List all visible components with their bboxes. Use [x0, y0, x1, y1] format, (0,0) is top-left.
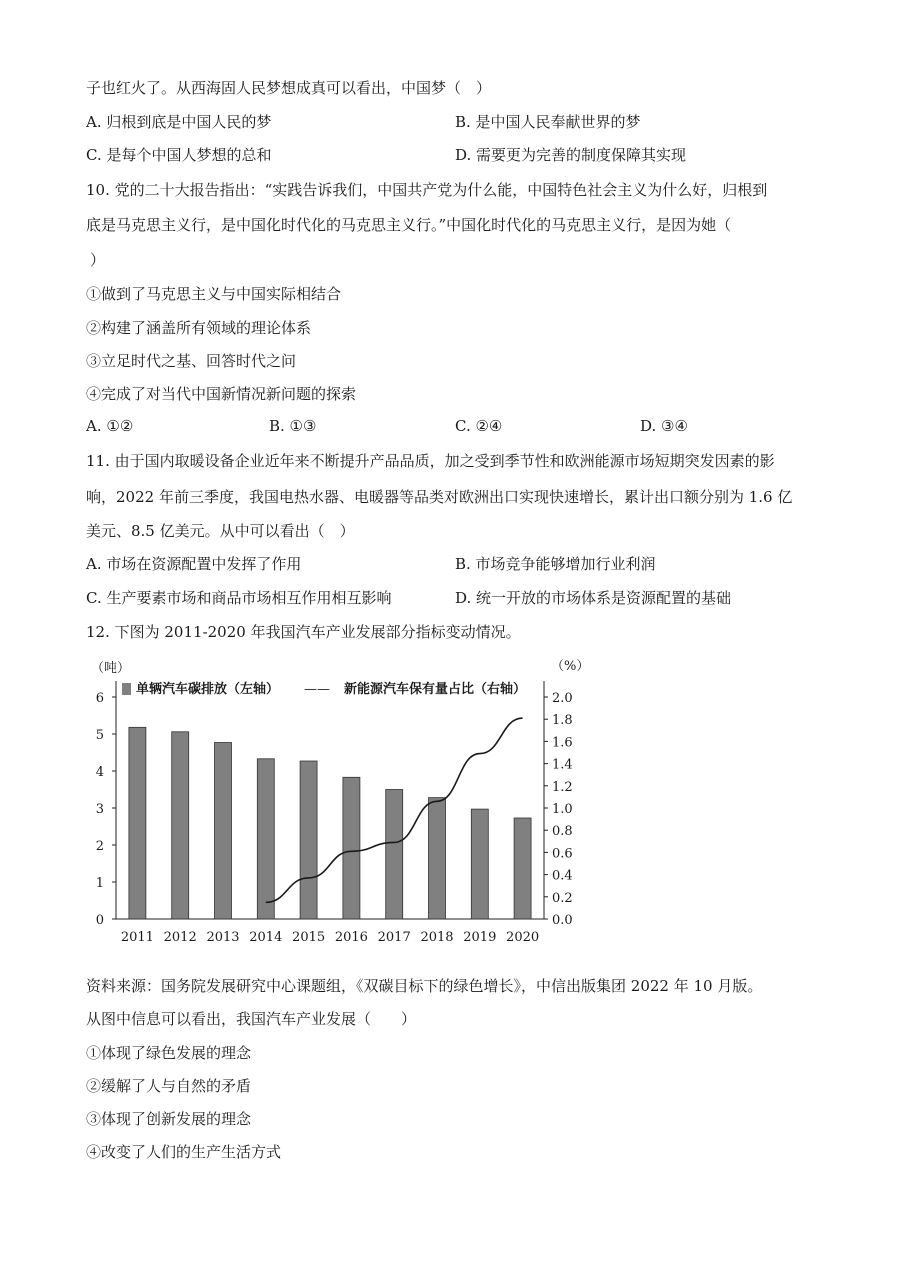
- right-tick-label: 0.6: [552, 846, 573, 862]
- right-tick-label: 0.0: [552, 913, 573, 928]
- q9-option-a[interactable]: A. 归根到底是中国人民的梦: [86, 113, 272, 131]
- q12-item-1: ①体现了绿色发展的理念: [86, 1044, 252, 1062]
- q11-option-d[interactable]: D. 统一开放的市场体系是资源配置的基础: [455, 589, 732, 607]
- bar-2014: [257, 759, 274, 919]
- right-tick-label: 0.8: [552, 824, 573, 840]
- q9-option-c[interactable]: C. 是每个中国人梦想的总和: [86, 146, 272, 164]
- right-tick-label: 0.2: [552, 890, 573, 906]
- left-tick-label: 3: [95, 802, 104, 817]
- legend-line-symbol: ——: [304, 682, 330, 697]
- x-tick-label: 2015: [292, 930, 326, 945]
- x-tick-label: 2011: [120, 930, 154, 945]
- q9-stem-tail: 子也红火了。从西海固人民梦想成真可以看出，中国梦（ ）: [86, 79, 492, 97]
- right-tick-label: 1.0: [552, 802, 573, 817]
- q11-option-b[interactable]: B. 市场竞争能够增加行业利润: [455, 555, 656, 573]
- right-tick-label: 0.4: [552, 868, 573, 884]
- bar-2013: [215, 743, 232, 919]
- left-axis-unit: （吨）: [91, 661, 131, 676]
- bar-2016: [343, 777, 360, 919]
- q10-item-1: ①做到了马克思主义与中国实际相结合: [86, 285, 342, 303]
- bar-2020: [514, 818, 531, 919]
- legend-bar-swatch: [122, 683, 131, 695]
- q9-option-b[interactable]: B. 是中国人民奉献世界的梦: [455, 113, 641, 131]
- right-tick-label: 2.0: [552, 691, 573, 706]
- x-tick-label: 2014: [249, 930, 283, 945]
- q10-item-3: ③立足时代之基、回答时代之问: [86, 352, 297, 370]
- left-tick-label: 0: [95, 913, 104, 928]
- q10-option-d[interactable]: D. ③④: [640, 417, 688, 435]
- x-tick-label: 2016: [334, 930, 368, 945]
- q12-source: 资料来源：国务院发展研究中心课题组，《双碳目标下的绿色增长》，中信出版集团 2022 年 10 月版。: [86, 977, 763, 995]
- q12-stem: 12. 下图为 2011-2020 年我国汽车产业发展部分指标变动情况。: [86, 623, 521, 641]
- bar-2012: [172, 732, 189, 919]
- x-tick-label: 2017: [377, 930, 411, 945]
- q10-option-a[interactable]: A. ①②: [86, 417, 134, 435]
- chart-legend: [122, 681, 526, 697]
- left-tick-label: 4: [95, 765, 104, 780]
- bar-2017: [386, 790, 403, 920]
- q10-stem-line-1: 10. 党的二十大报告指出：“实践告诉我们，中国共产党为什么能，中国特色社会主义为什么好，归根到: [86, 181, 768, 199]
- q10-stem-line-3: ）: [90, 251, 106, 269]
- left-tick-label: 1: [95, 876, 104, 891]
- q12-item-3: ③体现了创新发展的理念: [86, 1110, 252, 1128]
- plot-area: [96, 681, 573, 945]
- q10-item-4: ④完成了对当代中国新情况新问题的探索: [86, 385, 357, 403]
- right-tick-label: 1.4: [552, 757, 573, 773]
- emissions-chart: [86, 652, 606, 948]
- q10-option-c[interactable]: C. ②④: [455, 417, 503, 435]
- x-tick-label: 2019: [463, 930, 497, 945]
- q12-item-4: ④改变了人们的生产生活方式: [86, 1143, 282, 1161]
- x-tick-label: 2020: [506, 930, 540, 945]
- q11-stem-line-2: 响，2022 年前三季度，我国电热水器、电暖器等品类对欧洲出口实现快速增长，累计出口额分别为 1.6 亿: [86, 488, 793, 506]
- q10-item-2: ②构建了涵盖所有领域的理论体系: [86, 319, 312, 337]
- q12-question: 从图中信息可以看出，我国汽车产业发展（ ）: [86, 1010, 417, 1028]
- q11-option-c[interactable]: C. 生产要素市场和商品市场相互作用相互影响: [86, 589, 392, 607]
- legend-bar-label: 单辆汽车碳排放（左轴）: [136, 682, 280, 697]
- q10-stem-line-2: 底是马克思主义行，是中国化时代化的马克思主义行。”中国化时代化的马克思主义行，是因为她（: [86, 216, 732, 234]
- bar-2015: [300, 761, 317, 919]
- q11-stem-line-3: 美元、8.5 亿美元。从中可以看出（ ）: [86, 522, 355, 540]
- left-tick-label: 2: [95, 839, 104, 854]
- legend-line-label: 新能源汽车保有量占比（右轴）: [344, 682, 527, 697]
- right-axis-unit: （%）: [551, 659, 590, 674]
- left-tick-label: 5: [95, 728, 104, 743]
- x-tick-label: 2012: [163, 930, 197, 945]
- q10-option-b[interactable]: B. ①③: [269, 417, 317, 435]
- x-tick-label: 2013: [206, 930, 240, 945]
- q11-option-a[interactable]: A. 市场在资源配置中发挥了作用: [86, 555, 302, 573]
- q11-stem-line-1: 11. 由于国内取暖设备企业近年来不断提升产品品质，加之受到季节性和欧洲能源市场短期突发因素的影: [86, 452, 775, 470]
- right-tick-label: 1.2: [552, 779, 573, 795]
- q12-item-2: ②缓解了人与自然的矛盾: [86, 1077, 252, 1095]
- right-tick-label: 1.6: [552, 735, 573, 751]
- bar-2011: [129, 727, 146, 919]
- q9-option-d[interactable]: D. 需要更为完善的制度保障其实现: [455, 146, 687, 164]
- bar-2018: [429, 798, 446, 919]
- left-tick-label: 6: [95, 691, 104, 706]
- bar-2019: [471, 809, 488, 919]
- right-tick-label: 1.8: [552, 713, 573, 729]
- x-tick-label: 2018: [420, 930, 454, 945]
